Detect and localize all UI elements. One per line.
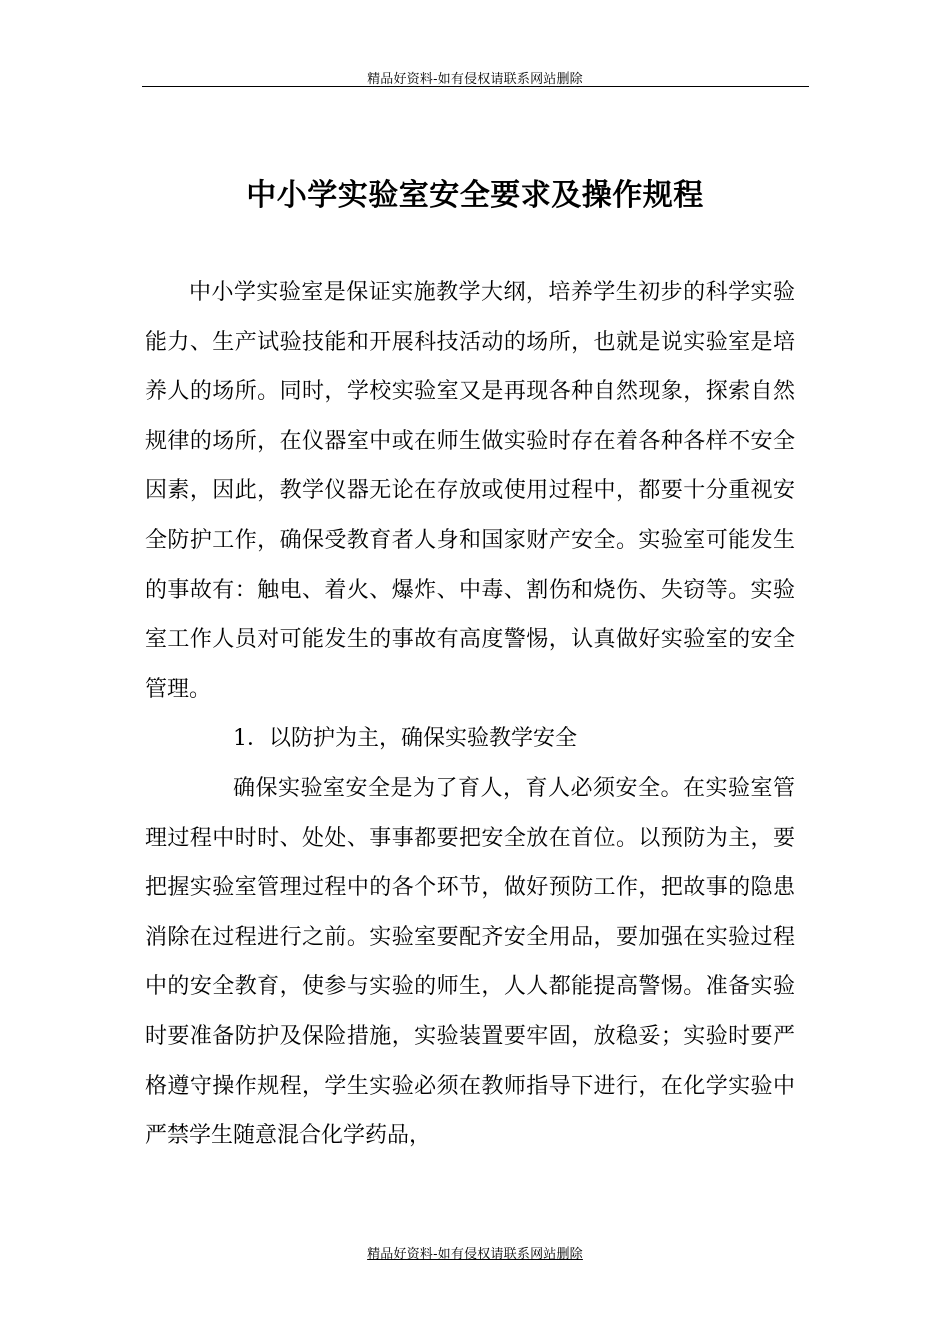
section-paragraph: 确保实验室安全是为了育人，育人必须安全。在实验室管理过程中时时、处处、事事都要把安全放在首位。以预防为主，要把握实验室管理过程中的各个环节，做好预防工作，把故事的隐患消除在过程进行之前。实验室要配齐安全用品，要加强在实验过程中的安全教育，使参与实验的师生，人人都能提高警惕。准备实验时要准备防护及保险措施，实验装置要牢固，放稳妥；实验时要严格遵守操作规程，学生实验必须在教师指导下进行，在化学实验中严禁学生随意混合化学药品， [145, 775, 795, 1149]
page-title: 中小学实验室安全要求及操作规程 [246, 178, 704, 214]
header-divider [142, 86, 809, 87]
section-heading: 1．以防护为主，确保实验教学安全 [233, 726, 577, 752]
intro-paragraph: 中小学实验室是保证实施教学大纲，培养学生初步的科学实验能力、生产试验技能和开展科技活动的场所，也就是说实验室是培养人的场所。同时，学校实验室又是再现各种自然现象，探索自然规律的场所，在仪器室中或在师生做实验时存在着各种各样不安全因素，因此，教学仪器无论在存放或使用过程中，都要十分重视安全防护工作，确保受教育者人身和国家财产安全。实验室可能发生的事故有：触电、着火、爆炸、中毒、割伤和烧伤、失窃等。实验室工作人员对可能发生的事故有高度警惕，认真做好实验室的安全管理。 [145, 280, 795, 702]
footer-watermark: 精品好资料-如有侵权请联系网站删除 [367, 1247, 583, 1262]
header-watermark: 精品好资料-如有侵权请联系网站删除 [367, 72, 583, 87]
document-body [145, 268, 795, 1161]
